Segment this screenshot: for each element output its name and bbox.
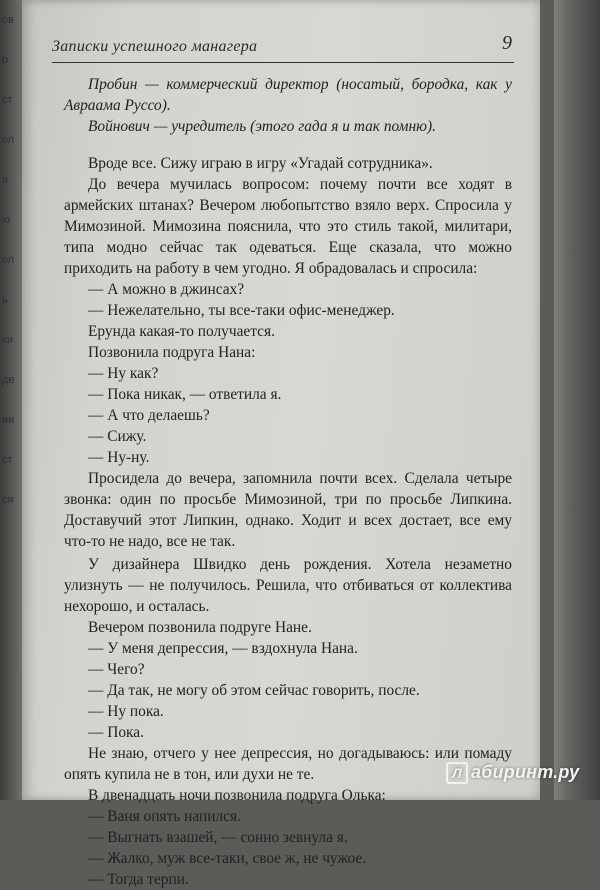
page-header [52, 32, 512, 60]
edge-fragment: ь [2, 294, 8, 306]
labirint-watermark [446, 762, 579, 784]
running-head: Записки успешного манагера [52, 38, 258, 55]
edge-fragment: ст [2, 94, 13, 106]
edge-fragment: ст [2, 454, 13, 466]
paragraph: Вроде все. Сижу играю в игру «Угадай сотрудника». [88, 155, 433, 172]
paragraph: До вечера мучилась вопросом: почему почти все ходят в армейских штанах? Вечером любопытство взяло верх. Спросила у Мимозиной. Мимозина пояснила, что это стиль такой, милитари, типа модно сейчас так одеваться. Еще сказала, что можно приходить на работу в чем угодно. Я обрадовалась и спросила: [64, 176, 512, 277]
paragraph: — Да так, не могу об этом сейчас говорить, после. [88, 682, 420, 699]
edge-fragment: ов [2, 14, 14, 26]
paragraph: — Ваня опять напился. [88, 808, 241, 825]
background-right [554, 0, 600, 800]
edge-fragment: ю [2, 214, 11, 226]
edge-fragment: р [2, 54, 9, 66]
paragraph: — Пока. [88, 724, 144, 741]
edge-fragment: ся [2, 494, 14, 506]
edge-fragment: ел [2, 254, 15, 266]
paragraph: — Сижу. [88, 428, 147, 445]
paragraph: — А что делаешь? [88, 407, 210, 424]
edge-fragment: ии [2, 414, 15, 426]
paragraph: — Чего? [88, 661, 145, 678]
paragraph: — Тогда терпи. [88, 871, 189, 888]
paragraph: — Пока никак, — ответила я. [88, 386, 282, 403]
labirint-logo-icon: Л [446, 762, 468, 784]
edge-fragment: ел [2, 134, 15, 146]
paragraph: У дизайнера Швидко день рождения. Хотела незаметно улизнуть — не получилось. Решила, что отбиваться от коллектива нехорошо, и осталась. [64, 556, 512, 615]
paragraph: — Ну как? [88, 365, 159, 382]
edge-fragment: ки [2, 334, 13, 346]
page-number: 9 [502, 32, 512, 54]
paragraph: Позвонила подруга Нана: [88, 344, 256, 361]
paragraph: Вечером позвонила подруге Нане. [88, 619, 312, 636]
paragraph: В двенадцать ночи позвонила подруга Олька: [88, 787, 386, 804]
paragraph: — У меня депрессия, — вздохнула Нана. [88, 640, 358, 657]
paragraph: — Жалко, муж все-таки, свое ж, не чужое. [88, 850, 367, 867]
header-rule [52, 62, 514, 63]
body-text [64, 74, 512, 890]
edge-fragment: де [2, 374, 15, 386]
paragraph: Просидела до вечера, запомнила почти всех. Сделала четыре звонка: один по просьбе Мимозиной, три по просьбе Липкина. Доставучий этот Липкин, однако. Ходит и всех достает, все ему что-то не надо, все не так. [64, 470, 512, 550]
watermark-text: абиринт.ру [471, 762, 580, 782]
adjacent-page-edge [2, 0, 22, 800]
paragraph: Войнович — учредитель (этого гада я и так помню). [88, 118, 436, 135]
paragraph: Не знаю, отчего у нее депрессия, но догадываюсь: или помаду опять купила не в тон, или духи не те. [64, 745, 512, 783]
paragraph: — Выгнать взашей, — сонно зевнула я. [88, 829, 348, 846]
book-page [22, 0, 540, 888]
paragraph: Пробин — коммерческий директор (носатый, бородка, как у Авраама Руссо). [64, 76, 512, 114]
paragraph: Ерунда какая-то получается. [88, 323, 275, 340]
paragraph: — А можно в джинсах? [88, 281, 245, 298]
paragraph: — Ну-ну. [88, 449, 150, 466]
edge-fragment: я [2, 174, 8, 186]
paragraph: — Нежелательно, ты все-таки офис-менеджер. [88, 302, 395, 319]
paragraph: — Ну пока. [88, 703, 164, 720]
